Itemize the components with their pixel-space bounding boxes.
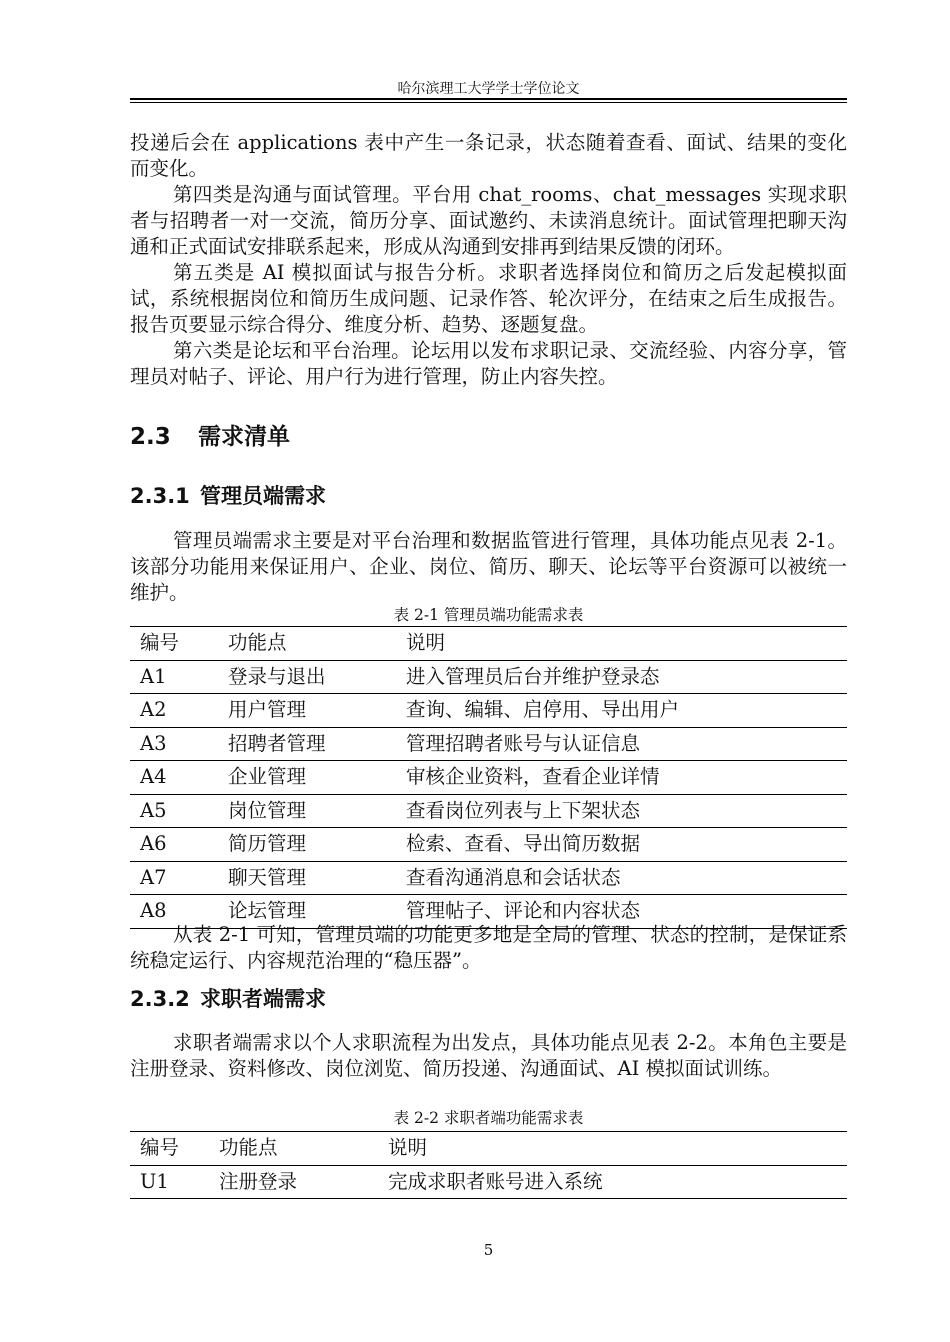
table-header-cell: 编号 <box>140 631 180 655</box>
table-cell-description: 审核企业资料，查看企业详情 <box>406 765 660 789</box>
intro-paragraph-2: 第四类是沟通与面试管理。平台用 chat_rooms、chat_messages 实现求职者与招聘者一对一交流，简历分享、面试邀约、未读消息统计。面试管理把聊天沟通和正式面试安排联系起来，形成从沟通到安排再到结果反馈的闭环。 <box>130 183 847 258</box>
admin-intro-block <box>130 528 847 606</box>
section-title: 求职者端需求 <box>200 987 326 1011</box>
table-cell-description: 查看岗位列表与上下架状态 <box>406 798 641 822</box>
table-row <box>130 727 847 761</box>
table-cell-id: A5 <box>140 798 167 822</box>
intro-paragraph-3: 第五类是 AI 模拟面试与报告分析。求职者选择岗位和简历之后发起模拟面试，系统根据岗位和简历生成问题、记录作答、轮次评分，在结束之后生成报告。报告页要显示综合得分、维度分析、趋势、逐题复盘。 <box>130 261 847 336</box>
page-number: 5 <box>483 1241 494 1259</box>
section-heading-2-3-2 <box>130 985 326 1013</box>
table-row <box>130 794 847 828</box>
seeker-intro-block <box>130 1030 847 1082</box>
table-row <box>130 660 847 694</box>
table-cell-id: A3 <box>140 731 167 755</box>
table-cell-description: 管理招聘者账号与认证信息 <box>406 731 641 755</box>
table-cell-feature: 聊天管理 <box>228 865 307 889</box>
table-cell-description: 完成求职者账号进入系统 <box>388 1169 603 1193</box>
table-header-row <box>130 1132 847 1166</box>
table-cell-id: A7 <box>140 865 167 889</box>
table-header-row <box>130 627 847 661</box>
table-cell-feature: 注册登录 <box>219 1169 298 1193</box>
section-number: 2.3 <box>130 424 171 450</box>
header-rule-thin <box>130 102 847 103</box>
intro-paragraph-1: 投递后会在 applications 表中产生一条记录，状态随着查看、面试、结果的变化而变化。 <box>130 131 847 180</box>
admin-summary-block <box>130 922 847 974</box>
table-cell-id: A4 <box>140 765 167 789</box>
table-caption-2-2: 表 2-2 求职者端功能需求表 <box>393 1109 584 1127</box>
section-number: 2.3.1 <box>130 484 190 508</box>
table-header-cell: 功能点 <box>219 1136 278 1160</box>
section-title: 需求清单 <box>198 424 290 450</box>
header-rule <box>130 98 847 100</box>
table-cell-description: 管理帖子、评论和内容状态 <box>406 899 641 923</box>
table-row <box>130 861 847 895</box>
table-cell-feature: 岗位管理 <box>228 798 307 822</box>
section-number: 2.3.2 <box>130 987 190 1011</box>
table-cell-feature: 用户管理 <box>228 698 307 722</box>
table-cell-id: U1 <box>140 1169 169 1193</box>
table-cell-description: 查看沟通消息和会话状态 <box>406 865 621 889</box>
table-header-cell: 功能点 <box>228 631 287 655</box>
seeker-paragraph: 求职者端需求以个人求职流程为出发点，具体功能点见表 2-2。本角色主要是注册登录、资料修改、岗位浏览、简历投递、沟通面试、AI 模拟面试训练。 <box>130 1031 847 1080</box>
table-header-cell: 编号 <box>140 1136 180 1160</box>
table-row <box>130 761 847 795</box>
table-cell-description: 进入管理员后台并维护登录态 <box>406 664 660 688</box>
section-heading-2-3 <box>130 422 290 452</box>
intro-block <box>130 130 847 390</box>
table-cell-feature: 招聘者管理 <box>228 731 326 755</box>
table-cell-feature: 企业管理 <box>228 765 307 789</box>
table-row <box>130 828 847 862</box>
admin-summary-paragraph: 从表 2-1 可知，管理员端的功能更多地是全局的管理、状态的控制，是保证系统稳定运行、内容规范治理的“稳压器”。 <box>130 923 847 972</box>
section-title: 管理员端需求 <box>200 484 326 508</box>
section-heading-2-3-1 <box>130 482 326 510</box>
table-cell-description: 查询、编辑、启停用、导出用户 <box>406 698 680 722</box>
table-cell-id: A6 <box>140 832 167 856</box>
intro-paragraph-4: 第六类是论坛和平台治理。论坛用以发布求职记录、交流经验、内容分享，管理员对帖子、评论、用户行为进行管理，防止内容失控。 <box>130 339 847 388</box>
table-row <box>130 1165 847 1199</box>
table-cell-id: A2 <box>140 698 167 722</box>
table-cell-feature: 登录与退出 <box>228 664 326 688</box>
admin-requirements-table <box>130 626 847 929</box>
table-cell-id: A1 <box>140 664 167 688</box>
admin-paragraph: 管理员端需求主要是对平台治理和数据监管进行管理，具体功能点见表 2-1。该部分功能用来保证用户、企业、岗位、简历、聊天、论坛等平台资源可以被统一维护。 <box>130 529 847 604</box>
table-header-cell: 说明 <box>406 631 446 655</box>
table-header-cell: 说明 <box>388 1136 428 1160</box>
table-cell-id: A8 <box>140 899 167 923</box>
table-cell-feature: 论坛管理 <box>228 899 307 923</box>
table-caption-2-1: 表 2-1 管理员端功能需求表 <box>393 606 584 624</box>
running-header: 哈尔滨理工大学学士学位论文 <box>397 81 580 97</box>
seeker-requirements-table <box>130 1131 847 1199</box>
table-cell-feature: 简历管理 <box>228 832 307 856</box>
table-cell-description: 检索、查看、导出简历数据 <box>406 832 641 856</box>
table-row <box>130 694 847 728</box>
